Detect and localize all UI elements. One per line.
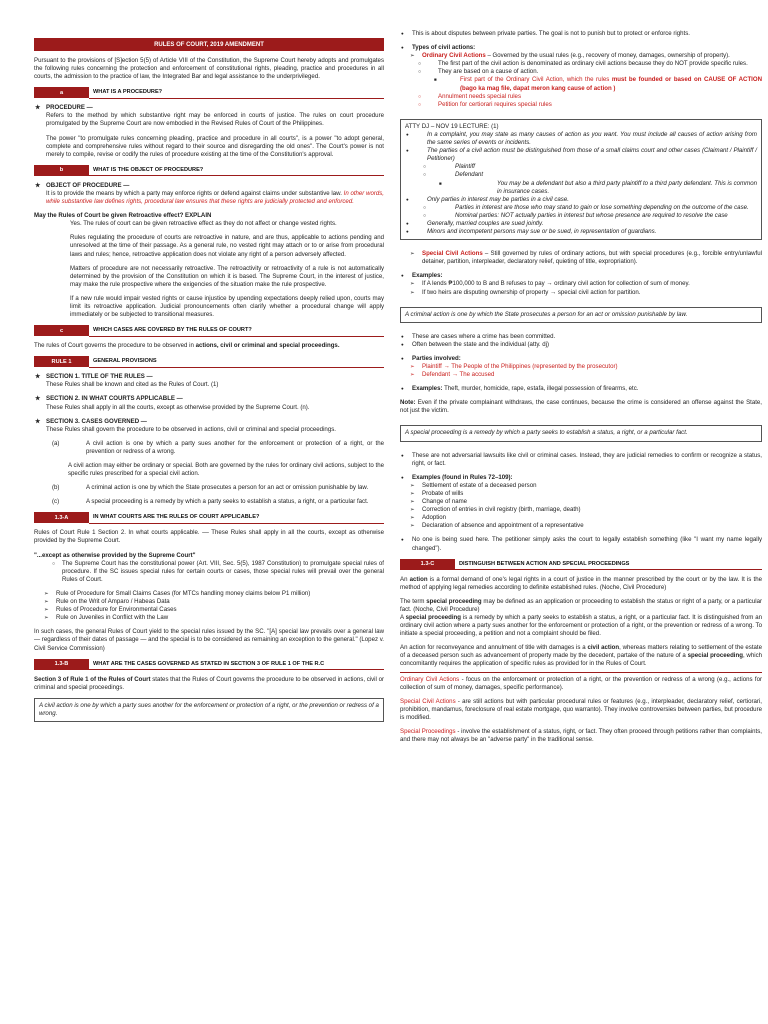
- ordinary-sub-item: ○ Annulment needs special rules: [400, 93, 762, 101]
- section-3-item-b: [34, 484, 384, 492]
- section-3-item-a-continued: A civil action may either be ordinary or special. Both are governed by the rules for ordinary civil actions, subject to the specific rules prescribed for a special civil action.: [68, 462, 384, 478]
- text-part: An action for reconveyance and annulment of title with damages is a: [400, 644, 588, 652]
- object-body: It is to provide the means by which a party may enforce rights or defend against claims under substantive law.: [46, 189, 342, 197]
- lecture-item: ● Minors and incompetent persons may sue or be sued, in representation of guardians.: [405, 228, 757, 236]
- special-civil-actions-label: Special Civil Actions: [422, 250, 483, 258]
- retroactive-question: May the Rules of Court be given Retroactive effect? EXPLAIN: [34, 212, 212, 220]
- section-1-3a-label: 1.3-A: [34, 512, 89, 523]
- lecture-item: ● The parties of a civil action must be distinguished from those of a small claims court and other cases (Claimant / Plaintiff / Petitioner): [405, 147, 757, 163]
- parties-heading: ● Parties involved:: [400, 355, 762, 363]
- lecture-sub-item: ○ Plaintiff: [405, 163, 757, 171]
- item-b-text: A criminal action is one by which the State prosecutes a person for an act or omission punishable by law.: [86, 484, 369, 492]
- section-1-3b-label: 1.3-B: [34, 659, 89, 670]
- distinction-text: - are still actions but with particular procedural rules or features (e.g., interpleader, declaratory relief, certiorari, prohibition, mandamus, foreclosure of real estate mortgage, quo warranto). They involve controversies between parties, but procedure is modified.: [400, 697, 763, 721]
- special-proceeding-item: ● These are not adversarial lawsuits like civil or criminal cases. Instead, they are judicial remedies to confirm or recognize a status, right, or fact.: [400, 452, 762, 468]
- special-proceeding-remedy: [400, 614, 762, 638]
- civil-action-definition: A civil action is one by which a party sues another for the enforcement or protection of a right, or the prevention or redress of a wrong.: [39, 701, 379, 717]
- special-proceeding-example: ➢ Probate of wills: [400, 490, 762, 498]
- section-3-body: These Rules shall govern the procedure to be observed in actions, civil or criminal and special proceedings.: [46, 425, 336, 433]
- special-proceedings-distinction: [400, 728, 762, 744]
- section-c-header: [34, 325, 384, 336]
- special-proceeding-example: ➢ Correction of entries in civil registry (birth, marriage, death): [400, 506, 762, 514]
- criminal-examples-text: Theft, murder, homicide, rape, estafa, illegal possession of firearms, etc.: [442, 385, 639, 393]
- retroactive-answer-4: If a new rule would impair vested rights or cause injustice by upending expectations deeply relied upon, courts may limit its retroactive application. Judicial pronouncements often clarify whether a procedural change will apply immediately or be subjected to transitional measures.: [70, 294, 384, 319]
- section-a-label: a: [34, 87, 89, 98]
- section-3-item-c: [34, 498, 384, 506]
- object-heading: ★ OBJECT OF PROCEDURE —: [34, 182, 384, 190]
- cases-governed-rest: states that the Rules of Court governs the procedure to be observed in actions, civil or criminal and special proceedings.: [34, 675, 385, 691]
- section-2-heading: ★ SECTION 2. IN WHAT COURTS APPLICABLE —: [34, 395, 384, 403]
- special-proceeding-example: ➢ Settlement of estate of a deceased person: [400, 482, 762, 490]
- item-b-marker: (b): [52, 484, 60, 492]
- examples-heading: ● Examples:: [400, 272, 762, 280]
- intro-paragraph: Pursuant to the provisions of [S]ection 5(5) of Article VIII of the Constitution, the Supreme Court hereby adopts and promulgates the following rules concerning the protection and enforcement of constitutional rights, pleading, practice and procedures in all courts, the admission to the practice of law, the Integrated Bar and legal assistance to the underprivileged.: [34, 57, 384, 81]
- special-civil-actions-item: [400, 250, 762, 266]
- section-a-header: [34, 87, 384, 98]
- item-a-marker: (a): [52, 439, 60, 447]
- ordinary-civil-actions-text: – Governed by the usual rules (e.g., recovery of money, damages, ownership of property).: [485, 52, 730, 60]
- retroactive-answer-2: Rules regulating the procedure of courts are retroactive in nature, and are thus, applicable to actions pending and unresolved at the time of their passage. As a general rule, no vested right may attach or to or arise from procedural laws and rules; hence, retroactive application does not violate any right of a person adversely affected.: [70, 234, 384, 258]
- types-civil-actions-heading: ● Types of civil actions:: [400, 44, 762, 52]
- section-1-3c-label: 1.3-C: [400, 559, 455, 570]
- reconveyance-paragraph: [400, 644, 762, 668]
- example-item: ➢ If two heirs are disputing ownership of property → special civil action for partition.: [400, 289, 762, 297]
- example-item: ➢ If A lends ₱100,000 to B and B refuses to pay → ordinary civil action for collection of sum of money.: [400, 280, 762, 288]
- section-1-3c-title: DISTINGUISH BETWEEN ACTION AND SPECIAL PROCEEDINGS: [455, 558, 762, 570]
- text-part: A: [400, 613, 406, 621]
- special-civil-actions-text: – Still governed by rules of ordinary actions, but with special procedures (e.g., forcible entry/unlawful detainer, partition, interpleader, declaratory relief, quieting of title, expropriation).: [422, 250, 762, 266]
- criminal-examples-label: Examples:: [412, 385, 443, 393]
- lecture-sub-item: ○ Parties in interest are those who may stand to gain or lose something depending on the outcome of the case.: [405, 204, 757, 212]
- rule-1-title: GENERAL PROVISIONS: [89, 356, 384, 368]
- procedure-definition: Refers to the method by which substantive right may be enforced in courts of justice. The rules on court procedure promulgated by the Supreme Court are now embodied in the Revised Rules of Court of the Philippines.: [46, 112, 384, 128]
- special-rule-item: ➢ Rule on Juveniles in Conflict with the Law: [34, 614, 384, 622]
- covered-text-bold: actions, civil or criminal and special proceedings.: [195, 342, 340, 350]
- note-text: Even if the private complainant withdraws, the case continues, because the crime is considered an offense against the State, not just the victim.: [400, 399, 762, 415]
- text-bold: special proceeding: [405, 613, 461, 621]
- item-c-text: A special proceeding is a remedy by which a party seeks to establish a status, a right, or a particular fact.: [86, 498, 369, 506]
- criminal-examples: [400, 385, 762, 393]
- criminal-item: ● Often between the state and the individual (atty. dj): [400, 341, 762, 349]
- cause-of-action-bold: must be founded or based on CAUSE OF ACTION (bago ka mag file, dapat meron kang cause of action ): [460, 76, 762, 92]
- text-bold: special proceeding: [426, 597, 482, 605]
- special-proceeding-definition: A special proceeding is a remedy by which a party seeks to establish a status, a right, or a particular fact.: [405, 429, 688, 437]
- text-bold: special proceeding: [687, 652, 743, 660]
- section-3-item-a: [34, 440, 384, 456]
- cases-governed-text: [34, 676, 384, 692]
- lecture-sub-item: ○ Defendant: [405, 171, 757, 179]
- ordinary-sub-item: ○ The first part of the civil action is denominated as ordinary civil actions because they do NOT provide specific rules.: [400, 60, 762, 68]
- criminal-action-definition: A criminal action is one by which the State prosecutes a person for an act or omission punishable by law.: [405, 310, 688, 318]
- procedure-heading: ★ PROCEDURE —: [34, 104, 384, 112]
- item-a-text: A civil action is one by which a party sues another for the enforcement or protection of a right, or the prevention or redress of a wrong.: [86, 439, 384, 455]
- section-1-3c-header: [400, 559, 762, 570]
- item-c-marker: (c): [52, 498, 60, 506]
- distinction-label: Special Civil Actions: [400, 697, 456, 705]
- section-2-body: These Rules shall apply in all the courts, except as otherwise provided by the Supreme Court. (n).: [46, 403, 310, 411]
- section-c-label: c: [34, 325, 89, 336]
- lecture-item: ● Generally, married couples are sued jointly.: [405, 220, 757, 228]
- special-proceeding-example: ➢ Adoption: [400, 514, 762, 522]
- section-c-title: WHICH CASES ARE COVERED BY THE RULES OF COURT?: [89, 325, 384, 337]
- lecture-sub-sub-item: ■ You may be a defendant but also a third party plaintiff to a third party defendant. This is common in insurance cases.: [405, 180, 757, 196]
- special-law-paragraph: In such cases, the general Rules of Court yield to the special rules issued by the SC. "[A] special law prevails over a general law — regardless of their dates of passage — and the special is to be considered as remaining an exception to the general." (Lopez v. Civil Service Commission): [34, 628, 384, 652]
- section-1-3a-title: IN WHAT COURTS ARE THE RULES OF COURT APPLICABLE?: [89, 512, 384, 524]
- section-b-title: WHAT IS THE OBJECT OF PROCEDURE?: [89, 164, 384, 176]
- criminal-item: ● These are cases where a crime has been committed.: [400, 333, 762, 341]
- special-proceeding-definition-box: [400, 425, 762, 441]
- special-civil-actions-distinction: [400, 698, 762, 722]
- text-part: may be defined as an application or proceeding to establish the status or right of a party, or a particular fact. (Noche, Civil Procedure): [400, 597, 763, 613]
- document-title: RULES OF COURT, 2019 AMENDMENT: [34, 38, 384, 51]
- lecture-item: ● Only parties in interest may be parties in a civil case.: [405, 196, 757, 204]
- party-item: ➢ Defendant → The accused: [400, 371, 762, 379]
- distinction-text: - involve the establishment of a status, right, or fact. They often proceed through petitions rather than complaints, and there may not always be an "adverse party" in the traditional sense.: [400, 728, 762, 744]
- text-part: An: [400, 575, 410, 583]
- lecture-sub-item: ○ Nominal parties: NOT actually parties in interest but whose presence are required to resolve the case: [405, 212, 757, 220]
- cause-of-action-item: [400, 76, 762, 92]
- section-b-header: [34, 165, 384, 176]
- note-label: Note:: [400, 399, 416, 407]
- rule-1-header: [34, 356, 384, 367]
- special-proceeding-item: ● No one is being sued here. The petitioner simply asks the court to legally establish something (like "I want my name legally changed").: [400, 536, 762, 552]
- applicable-courts-text: Rules of Court Rule 1 Section 2. In what courts applicable. –– These Rules shall apply in all the courts, except as otherwise provided by the Supreme Court.: [34, 529, 384, 545]
- rule-1-label: RULE 1: [34, 356, 89, 367]
- section-1-body: These Rules shall be known and cited as the Rules of Court. (1): [46, 381, 219, 389]
- covered-cases-text: [34, 342, 384, 350]
- distinction-label: Ordinary Civil Actions: [400, 675, 460, 683]
- text-part: The term: [400, 597, 427, 605]
- distinction-text: - focus on the enforcement or protection of a right, or the prevention or redress of a wrong (e.g., actions for collection of sum of money, damages, specific performance).: [400, 675, 762, 691]
- lecture-item: ● In a complaint, you may state as many causes of action as you want. You must include all causes of action arising from the same series of events or incidents.: [405, 131, 757, 147]
- text-bold: action: [409, 575, 428, 583]
- lecture-heading: ATTY DJ – NOV 19 LECTURE: (1): [405, 122, 499, 130]
- ordinary-civil-actions-label: Ordinary Civil Actions: [422, 52, 486, 60]
- special-rule-item: ➢ Rule on the Writ of Amparo / Habeas Data: [34, 598, 384, 606]
- distinction-label: Special Proceedings: [400, 728, 456, 735]
- action-definition: [400, 576, 762, 592]
- section-1-3a-header: [34, 512, 384, 523]
- power-paragraph: The power "to promulgate rules concerning pleading, practice and procedure in all courts", is a power "to adopt general, complete and comprehensive rules without regard to their source and disregarding the old ones". The Court's power is not merely to compile, revise or codify the rules of procedure existing at the time of the Constitution's approval.: [46, 134, 384, 158]
- atty-lecture-box: [400, 119, 762, 240]
- text-part: is a remedy by which a party seeks to establish a status, a right, or a particular fact. It is distinguished from an ordinary civil action where a party sues another for the enforcement or protection of a right, or the prevention or redress of a wrong. To initiate a special proceeding, a petition and not a complaint should be filed.: [400, 613, 763, 638]
- section-a-title: WHAT IS A PROCEDURE?: [89, 87, 384, 99]
- special-proceeding-examples-heading: ● Examples (found in Rules 72–109):: [400, 474, 762, 482]
- party-item: ➢ Plaintiff → The People of the Philippines (represented by the prosecutor): [400, 363, 762, 371]
- ordinary-civil-actions-distinction: [400, 676, 762, 692]
- section-1-heading: ★ SECTION 1. TITLE OF THE RULES —: [34, 373, 384, 381]
- retroactive-answer-3: Matters of procedure are not necessarily retroactive. The retroactivity or retroactivity of a rule is not automatically determined by the provision of the Constitution on which it is based. The Supreme Court, in the interest of justice, may make the rule prospective where the exigencies of the situation make the rule prospective.: [70, 264, 384, 288]
- object-definition: [34, 190, 384, 206]
- text-part: , which concomitantly requires the application of specific rules as provided for in the Rules of Court.: [400, 652, 763, 668]
- special-rule-item: ➢ Rules of Procedure for Environmental Cases: [34, 606, 384, 614]
- section-3-heading: ★ SECTION 3. CASES GOVERNED —: [34, 418, 384, 426]
- covered-text-part: The rules of Court governs the procedure to be observed in: [34, 342, 196, 350]
- section-1-3b-header: [34, 659, 384, 670]
- retroactive-answer-1: Yes. The rules of court can be given retroactive effect as they do not affect or change vested rights.: [70, 220, 337, 228]
- note-paragraph: [400, 399, 762, 415]
- text-bold: civil action: [587, 644, 620, 652]
- section-1-3b-title: WHAT ARE THE CASES GOVERNED AS STATED IN SECTION 3 OF RULE 1 OF THE R.C: [89, 658, 384, 670]
- cause-of-action-text: First part of the Ordinary Civil Action, which the rules: [460, 76, 612, 84]
- text-part: , whereas matters relating to settlement of the estate of a deceased person such as advancement of property made by the decedent, partake of the nature of a: [400, 644, 763, 660]
- right-column: [400, 0, 762, 744]
- left-column: [34, 0, 384, 722]
- special-proceeding-example: ➢ Declaration of absence and appointment of a representative: [400, 522, 762, 530]
- special-rule-item: ➢ Rule of Procedure for Small Claims Cases (for MTCs handling money claims below P1 million): [34, 590, 384, 598]
- sc-power-item: ○ The Supreme Court has the constitutional power (Art. VIII, Sec. 5(5), 1987 Constitution) to promulgate special rules of procedure. If the SC issues special rules for certain courts or cases, those special rules will prevail over the general Rules of Court.: [34, 560, 384, 584]
- ordinary-sub-item: ○ Petition for certiorari requires special rules: [400, 101, 762, 109]
- criminal-action-definition-box: [400, 307, 762, 323]
- special-proceeding-term: [400, 598, 762, 614]
- private-disputes-item: ● This is about disputes between private parties. The goal is not to punish but to protect or enforce rights.: [400, 30, 762, 38]
- ordinary-sub-item: ○ They are based on a cause of action.: [400, 68, 762, 76]
- text-part: is a formal demand of one's legal rights in a court of justice in the manner prescribed by the court or by the law. It is the method of applying legal remedies according to definite established rules. (Noche, Civil Procedure): [400, 575, 762, 591]
- ordinary-civil-actions-item: [400, 52, 762, 60]
- special-proceeding-example: ➢ Change of name: [400, 498, 762, 506]
- object-red-note: In other words, while substantive law defines rights, procedural law ensures that these rights are judicially protected and enforced.: [46, 189, 385, 206]
- except-quote-heading: "...except as otherwise provided by the Supreme Court": [34, 551, 196, 559]
- civil-action-definition-box: [34, 698, 384, 722]
- section-b-label: b: [34, 165, 89, 176]
- cases-governed-bold: Section 3 of Rule 1 of the Rules of Court: [34, 675, 151, 683]
